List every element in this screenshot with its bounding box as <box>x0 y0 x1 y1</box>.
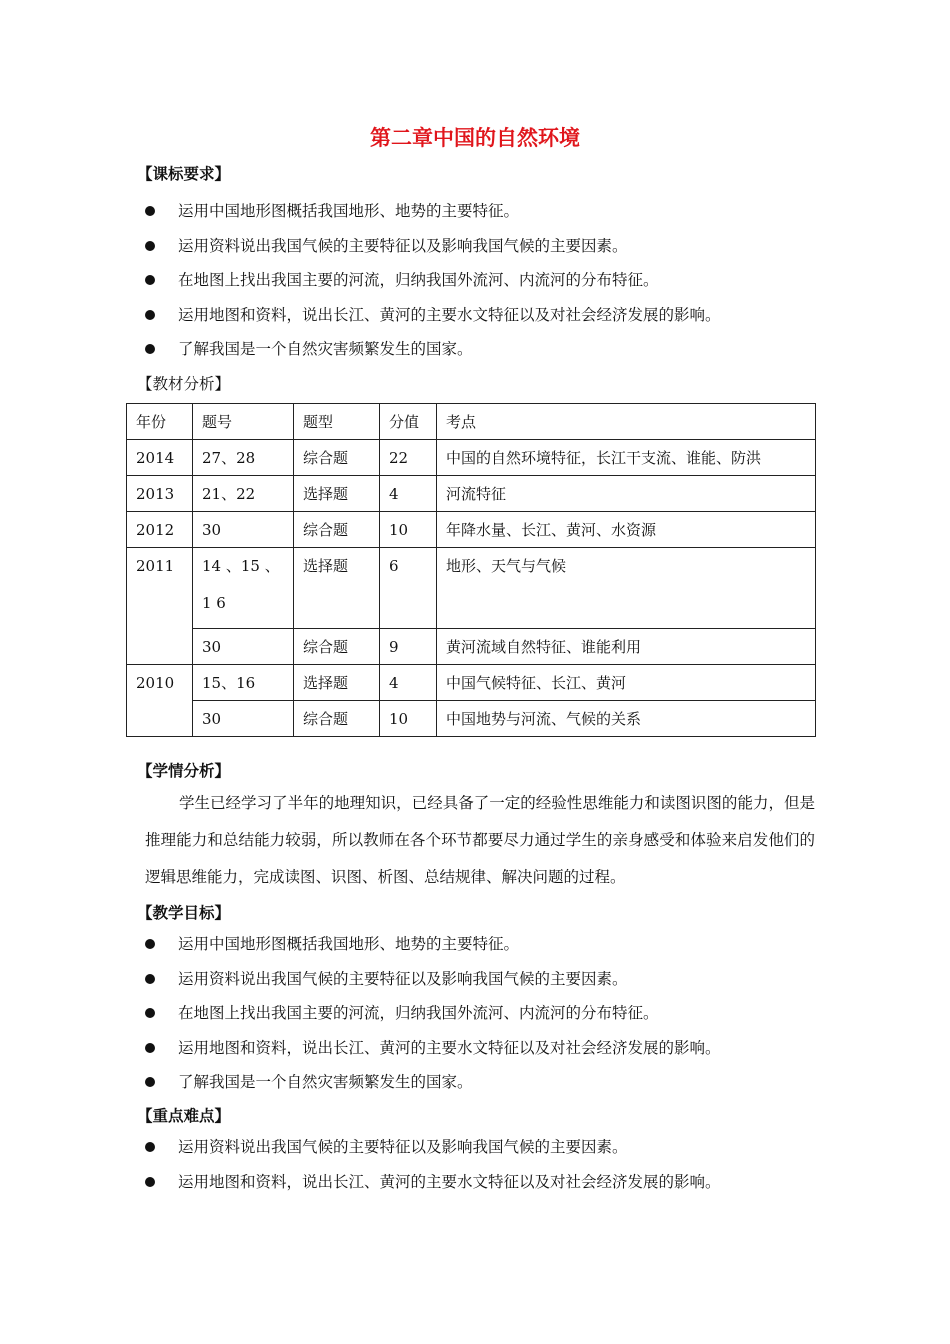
table-header-cell: 考点 <box>437 404 816 440</box>
list-item: 运用资料说出我国气候的主要特征以及影响我国气候的主要因素。 <box>145 1137 825 1172</box>
section-heading-textbook: 【教材分析】 <box>137 375 231 393</box>
table-cell: 综合题 <box>294 701 380 737</box>
table-row <box>127 440 816 476</box>
bullet-icon <box>145 1008 155 1018</box>
table-cell: 2013 <box>127 476 193 512</box>
bullet-icon <box>145 310 155 320</box>
bullet-icon <box>145 275 155 285</box>
table-cell: 选择题 <box>294 476 380 512</box>
table-row <box>127 701 816 737</box>
list-item: 运用地图和资料，说出长江、黄河的主要水文特征以及对社会经济发展的影响。 <box>145 1172 825 1207</box>
table-cell: 2014 <box>127 440 193 476</box>
table-header-cell: 分值 <box>380 404 437 440</box>
table-cell: 9 <box>380 629 437 665</box>
table-cell: 综合题 <box>294 512 380 548</box>
list-item: 在地图上找出我国主要的河流，归纳我国外流河、内流河的分布特征。 <box>145 270 825 305</box>
table-cell: 10 <box>380 701 437 737</box>
table-row <box>127 665 816 701</box>
section-heading-key-points: 【重点难点】 <box>137 1107 231 1125</box>
table-cell: 6 <box>380 548 437 629</box>
list-item: 运用资料说出我国气候的主要特征以及影响我国气候的主要因素。 <box>145 969 825 1004</box>
table-cell: 21、22 <box>193 476 294 512</box>
table-cell: 中国气候特征、长江、黄河 <box>437 665 816 701</box>
table-cell: 30 <box>193 512 294 548</box>
table-cell: 选择题 <box>294 665 380 701</box>
table-cell: 综合题 <box>294 440 380 476</box>
table-cell: 15、16 <box>193 665 294 701</box>
exam-analysis-table <box>126 403 816 737</box>
list-item: 了解我国是一个自然灾害频繁发生的国家。 <box>145 339 825 374</box>
table-cell: 2011 <box>127 548 193 665</box>
goals-list <box>145 934 825 1107</box>
bullet-icon <box>145 1043 155 1053</box>
bullet-icon <box>145 939 155 949</box>
section-heading-goals: 【教学目标】 <box>137 904 231 922</box>
table-header-row <box>127 404 816 440</box>
table-cell: 27、28 <box>193 440 294 476</box>
list-item: 在地图上找出我国主要的河流，归纳我国外流河、内流河的分布特征。 <box>145 1003 825 1038</box>
table-cell: 2010 <box>127 665 193 737</box>
table-cell: 选择题 <box>294 548 380 629</box>
table-cell: 2012 <box>127 512 193 548</box>
list-item: 运用中国地形图概括我国地形、地势的主要特征。 <box>145 201 825 236</box>
students-paragraph: 学生已经学习了半年的地理知识，已经具备了一定的经验性思维能力和读图识图的能力，但是推理能力和总结能力较弱，所以教师在各个环节都要尽力通过学生的亲身感受和体验来启发他们的逻辑思维能力，完成读图、识图、析图、总结规律、解决问题的过程。 <box>145 794 815 886</box>
table-header-cell: 题号 <box>193 404 294 440</box>
table-cell: 30 <box>193 701 294 737</box>
table-cell: 中国地势与河流、气候的关系 <box>437 701 816 737</box>
table-row <box>127 548 816 629</box>
table-cell: 年降水量、长江、黄河、水资源 <box>437 512 816 548</box>
page-title: 第二章中国的自然环境 <box>370 126 580 150</box>
bullet-icon <box>145 1142 155 1152</box>
table-cell: 4 <box>380 665 437 701</box>
section-heading-students: 【学情分析】 <box>137 762 231 780</box>
section-heading-curriculum: 【课标要求】 <box>137 165 231 183</box>
bullet-icon <box>145 241 155 251</box>
table-row <box>127 476 816 512</box>
bullet-icon <box>145 344 155 354</box>
key-points-list <box>145 1137 825 1206</box>
bullet-icon <box>145 1077 155 1087</box>
table-cell: 综合题 <box>294 629 380 665</box>
table-header-cell: 题型 <box>294 404 380 440</box>
list-item: 运用资料说出我国气候的主要特征以及影响我国气候的主要因素。 <box>145 236 825 271</box>
table-header-cell: 年份 <box>127 404 193 440</box>
list-item: 运用地图和资料，说出长江、黄河的主要水文特征以及对社会经济发展的影响。 <box>145 305 825 340</box>
bullet-icon <box>145 206 155 216</box>
list-item: 运用地图和资料，说出长江、黄河的主要水文特征以及对社会经济发展的影响。 <box>145 1038 825 1073</box>
table-cell: 30 <box>193 629 294 665</box>
table-row <box>127 629 816 665</box>
table-cell: 河流特征 <box>437 476 816 512</box>
table-cell: 4 <box>380 476 437 512</box>
curriculum-list <box>145 201 825 374</box>
table-cell: 地形、天气与气候 <box>437 548 816 629</box>
table-cell: 22 <box>380 440 437 476</box>
table-cell: 10 <box>380 512 437 548</box>
list-item: 了解我国是一个自然灾害频繁发生的国家。 <box>145 1072 825 1107</box>
table-row <box>127 512 816 548</box>
table-cell: 黄河流域自然特征、谁能利用 <box>437 629 816 665</box>
list-item: 运用中国地形图概括我国地形、地势的主要特征。 <box>145 934 825 969</box>
table-cell: 中国的自然环境特征，长江干支流、谁能、防洪 <box>437 440 816 476</box>
bullet-icon <box>145 1177 155 1187</box>
bullet-icon <box>145 974 155 984</box>
table-cell: 14 、15 、1 6 <box>193 548 294 629</box>
